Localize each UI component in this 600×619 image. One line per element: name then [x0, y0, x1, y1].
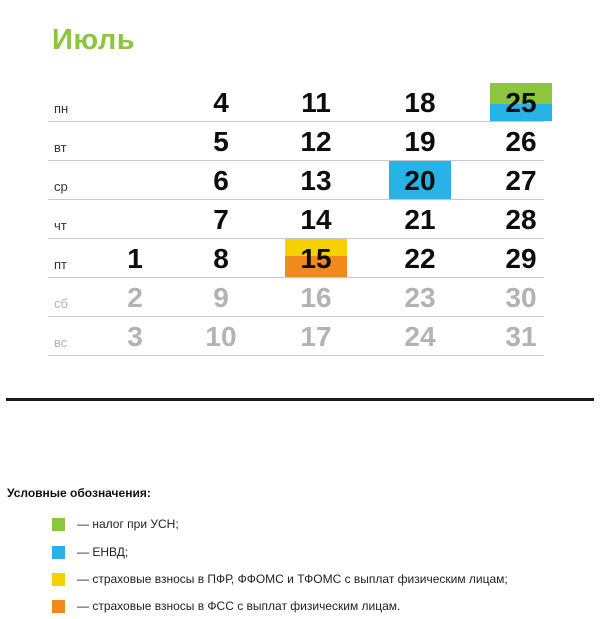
weekday-label: чт: [54, 218, 67, 233]
calendar-row-thu: [48, 200, 544, 239]
date-cell-highlighted: 20: [389, 161, 451, 199]
date-cell: 28: [505, 204, 537, 235]
date-cell: 6: [213, 165, 229, 196]
legend-text: — налог при УСН;: [77, 517, 179, 531]
legend-swatch-green: [52, 518, 65, 531]
date-cell: 31: [505, 321, 537, 352]
date-cell: 8: [213, 243, 229, 274]
date-cell: 3: [127, 321, 143, 352]
date-cell: 29: [505, 243, 537, 274]
section-divider: [6, 398, 594, 401]
date-cell: 18: [404, 87, 436, 118]
date-cell: 1: [127, 243, 143, 274]
legend-text: — страховые взносы в ФСС с выплат физическим лицам.: [77, 599, 401, 613]
legend-item-pfr: [52, 572, 508, 586]
date-cell: 13: [300, 165, 332, 196]
date-cell: 27: [505, 165, 537, 196]
date-cell: 17: [300, 321, 332, 352]
legend-swatch-orange: [52, 600, 65, 613]
date-cell: 14: [300, 204, 332, 235]
legend-text: — страховые взносы в ПФР, ФФОМС и ТФОМС с выплат физическим лицам;: [77, 572, 508, 586]
weekday-label: вт: [54, 140, 67, 155]
legend-text: — ЕНВД;: [77, 545, 129, 559]
date-cell: [104, 161, 166, 199]
legend-title: Условные обозначения:: [7, 486, 151, 500]
month-title: Июль: [52, 24, 136, 56]
date-cell: 2: [127, 282, 143, 313]
date-cell-highlighted: 15: [285, 239, 347, 277]
weekday-label: пн: [54, 101, 69, 116]
calendar-row-mon: [48, 83, 544, 122]
legend-item-fss: [52, 599, 400, 613]
date-cell: 16: [300, 282, 332, 313]
date-cell: 23: [404, 282, 436, 313]
date-cell: [104, 122, 166, 160]
date-cell: 30: [505, 282, 537, 313]
calendar-grid: [48, 83, 544, 356]
calendar-row-sun: [48, 317, 544, 356]
calendar-row-wed: [48, 161, 544, 200]
calendar-row-tue: [48, 122, 544, 161]
date-cell: 21: [404, 204, 436, 235]
date-cell: 10: [205, 321, 237, 352]
legend-swatch-yellow: [52, 573, 65, 586]
date-cell: 4: [213, 87, 229, 118]
date-cell: 5: [213, 126, 229, 157]
date-cell: 12: [300, 126, 332, 157]
legend-item-envd: [52, 545, 128, 559]
date-cell: [104, 200, 166, 238]
date-cell-highlighted: 25: [490, 83, 552, 121]
date-cell: 26: [505, 126, 537, 157]
legend-swatch-blue: [52, 546, 65, 559]
weekday-label: ср: [54, 179, 68, 194]
weekday-label: пт: [54, 257, 67, 272]
date-cell: 22: [404, 243, 436, 274]
date-cell: 7: [213, 204, 229, 235]
date-cell: 11: [301, 87, 331, 118]
calendar-row-sat: [48, 278, 544, 317]
calendar-row-fri: [48, 239, 544, 278]
date-cell: 19: [404, 126, 436, 157]
weekday-label: сб: [54, 296, 68, 311]
weekday-label: вс: [54, 335, 68, 350]
date-cell: [104, 83, 166, 121]
date-cell: 9: [213, 282, 229, 313]
date-cell: 24: [404, 321, 436, 352]
legend-item-usn: [52, 517, 179, 531]
